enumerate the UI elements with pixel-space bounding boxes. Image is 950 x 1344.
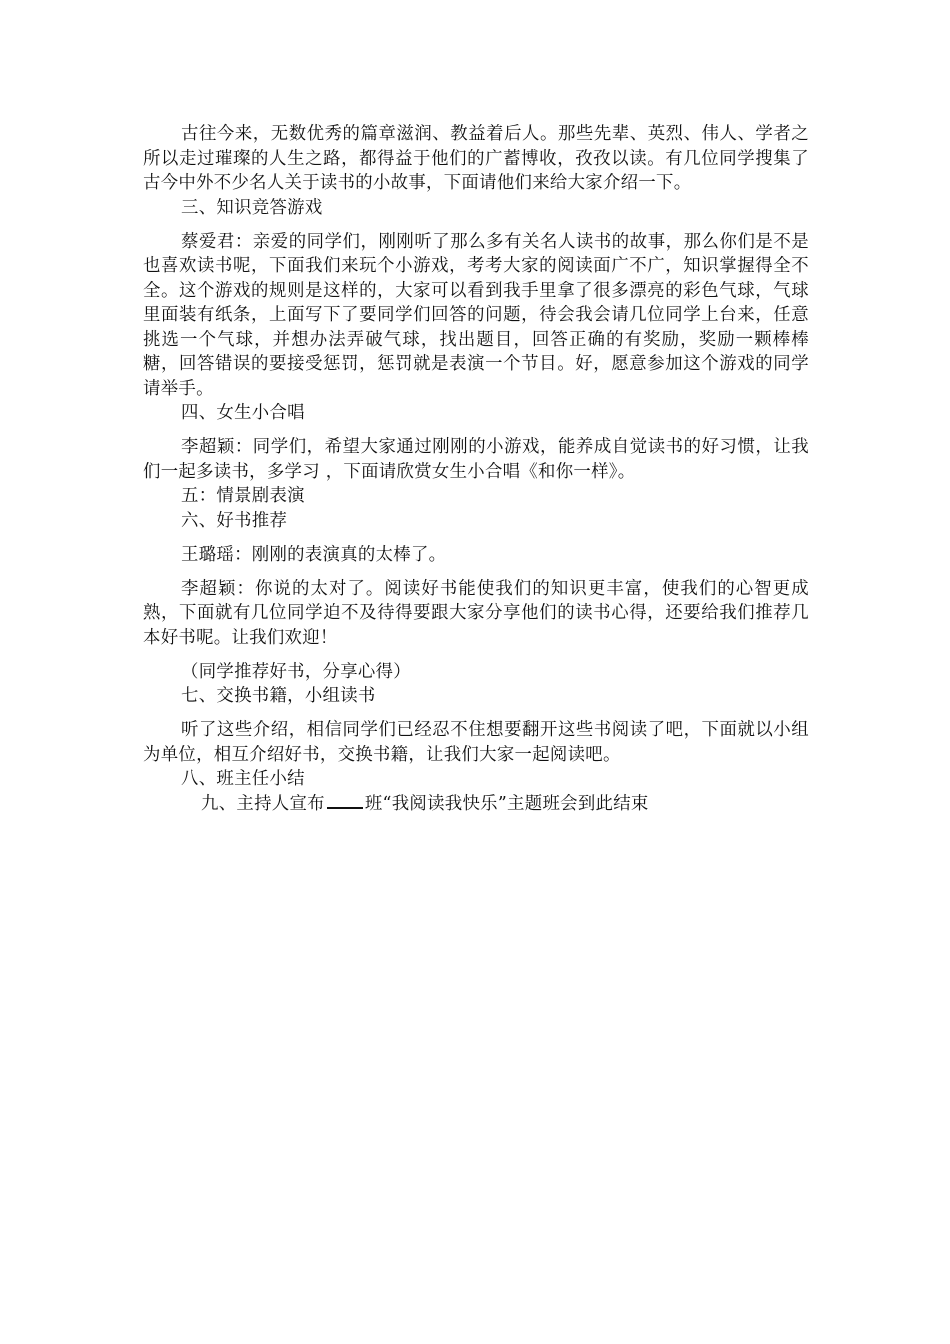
section-heading-chorus: 四、女生小合唱	[181, 403, 305, 423]
intro-paragraph: 古往今来，无数优秀的篇章滋润、教益着后人。那些先辈、英烈、伟人、学者之所以走过璀璨的人生之路，都得益于他们的广蓄博收，孜孜以读。有几位同学搜集了古今中外不少名人关于读书的小故事，下面请他们来给大家介绍一下。	[143, 124, 809, 193]
section-heading-exchange: 七、交换书籍，小组读书	[181, 686, 376, 706]
closing-text-before: 九、主持人宣布	[201, 793, 325, 814]
section-heading-closing	[143, 792, 809, 817]
section-heading-quiz: 三、知识竞答游戏	[181, 197, 323, 218]
section-heading-drama: 五：情景剧表演	[181, 486, 305, 506]
document-body	[143, 122, 809, 816]
chorus-paragraph: 李超颖：同学们，希望大家通过刚刚的小游戏，能养成自觉读书的好习惯，让我们一起多读书，多学习 ，下面请欣赏女生小合唱《和你一样》。	[143, 437, 809, 482]
praise-paragraph: 王璐瑶：刚刚的表演真的太棒了。	[181, 544, 447, 565]
quiz-paragraph: 蔡爱君：亲爱的同学们，刚刚听了那么多有关名人读书的故事，那么你们是不是也喜欢读书呢，下面我们来玩个小游戏，考考大家的阅读面广不广，知识掌握得全不全。这个游戏的规则是这样的，大家可以看到我手里拿了很多漂亮的彩色气球，气球里面装有纸条，上面写下了要同学们回答的问题，待会我会请几位同学上台来，任意挑选一个气球，并想办法弄破气球，找出题目，回答正确的有奖励，奖励一颗棒棒糖，回答错误的要接受惩罚，惩罚就是表演一个节目。好，愿意参加这个游戏的同学请举手。	[143, 231, 809, 399]
closing-text-after: 班“我阅读我快乐”主题班会到此结束	[364, 793, 649, 814]
recommend-paragraph: 李超颖：你说的太对了。阅读好书能使我们的知识更丰富，使我们的心智更成熟，下面就有几位同学迫不及待得要跟大家分享他们的读书心得，还要给我们推荐几本好书呢。让我们欢迎！	[143, 578, 809, 648]
class-name-blank	[327, 806, 363, 809]
section-heading-recommend: 六、好书推荐	[181, 510, 288, 531]
exchange-paragraph: 听了这些介绍，相信同学们已经忍不住想要翻开这些书阅读了吧，下面就以小组为单位，相互介绍好书，交换书籍，让我们大家一起阅读吧。	[143, 720, 809, 765]
recommend-note: （同学推荐好书，分享心得）	[181, 661, 411, 682]
section-heading-summary: 八、班主任小结	[181, 769, 305, 789]
